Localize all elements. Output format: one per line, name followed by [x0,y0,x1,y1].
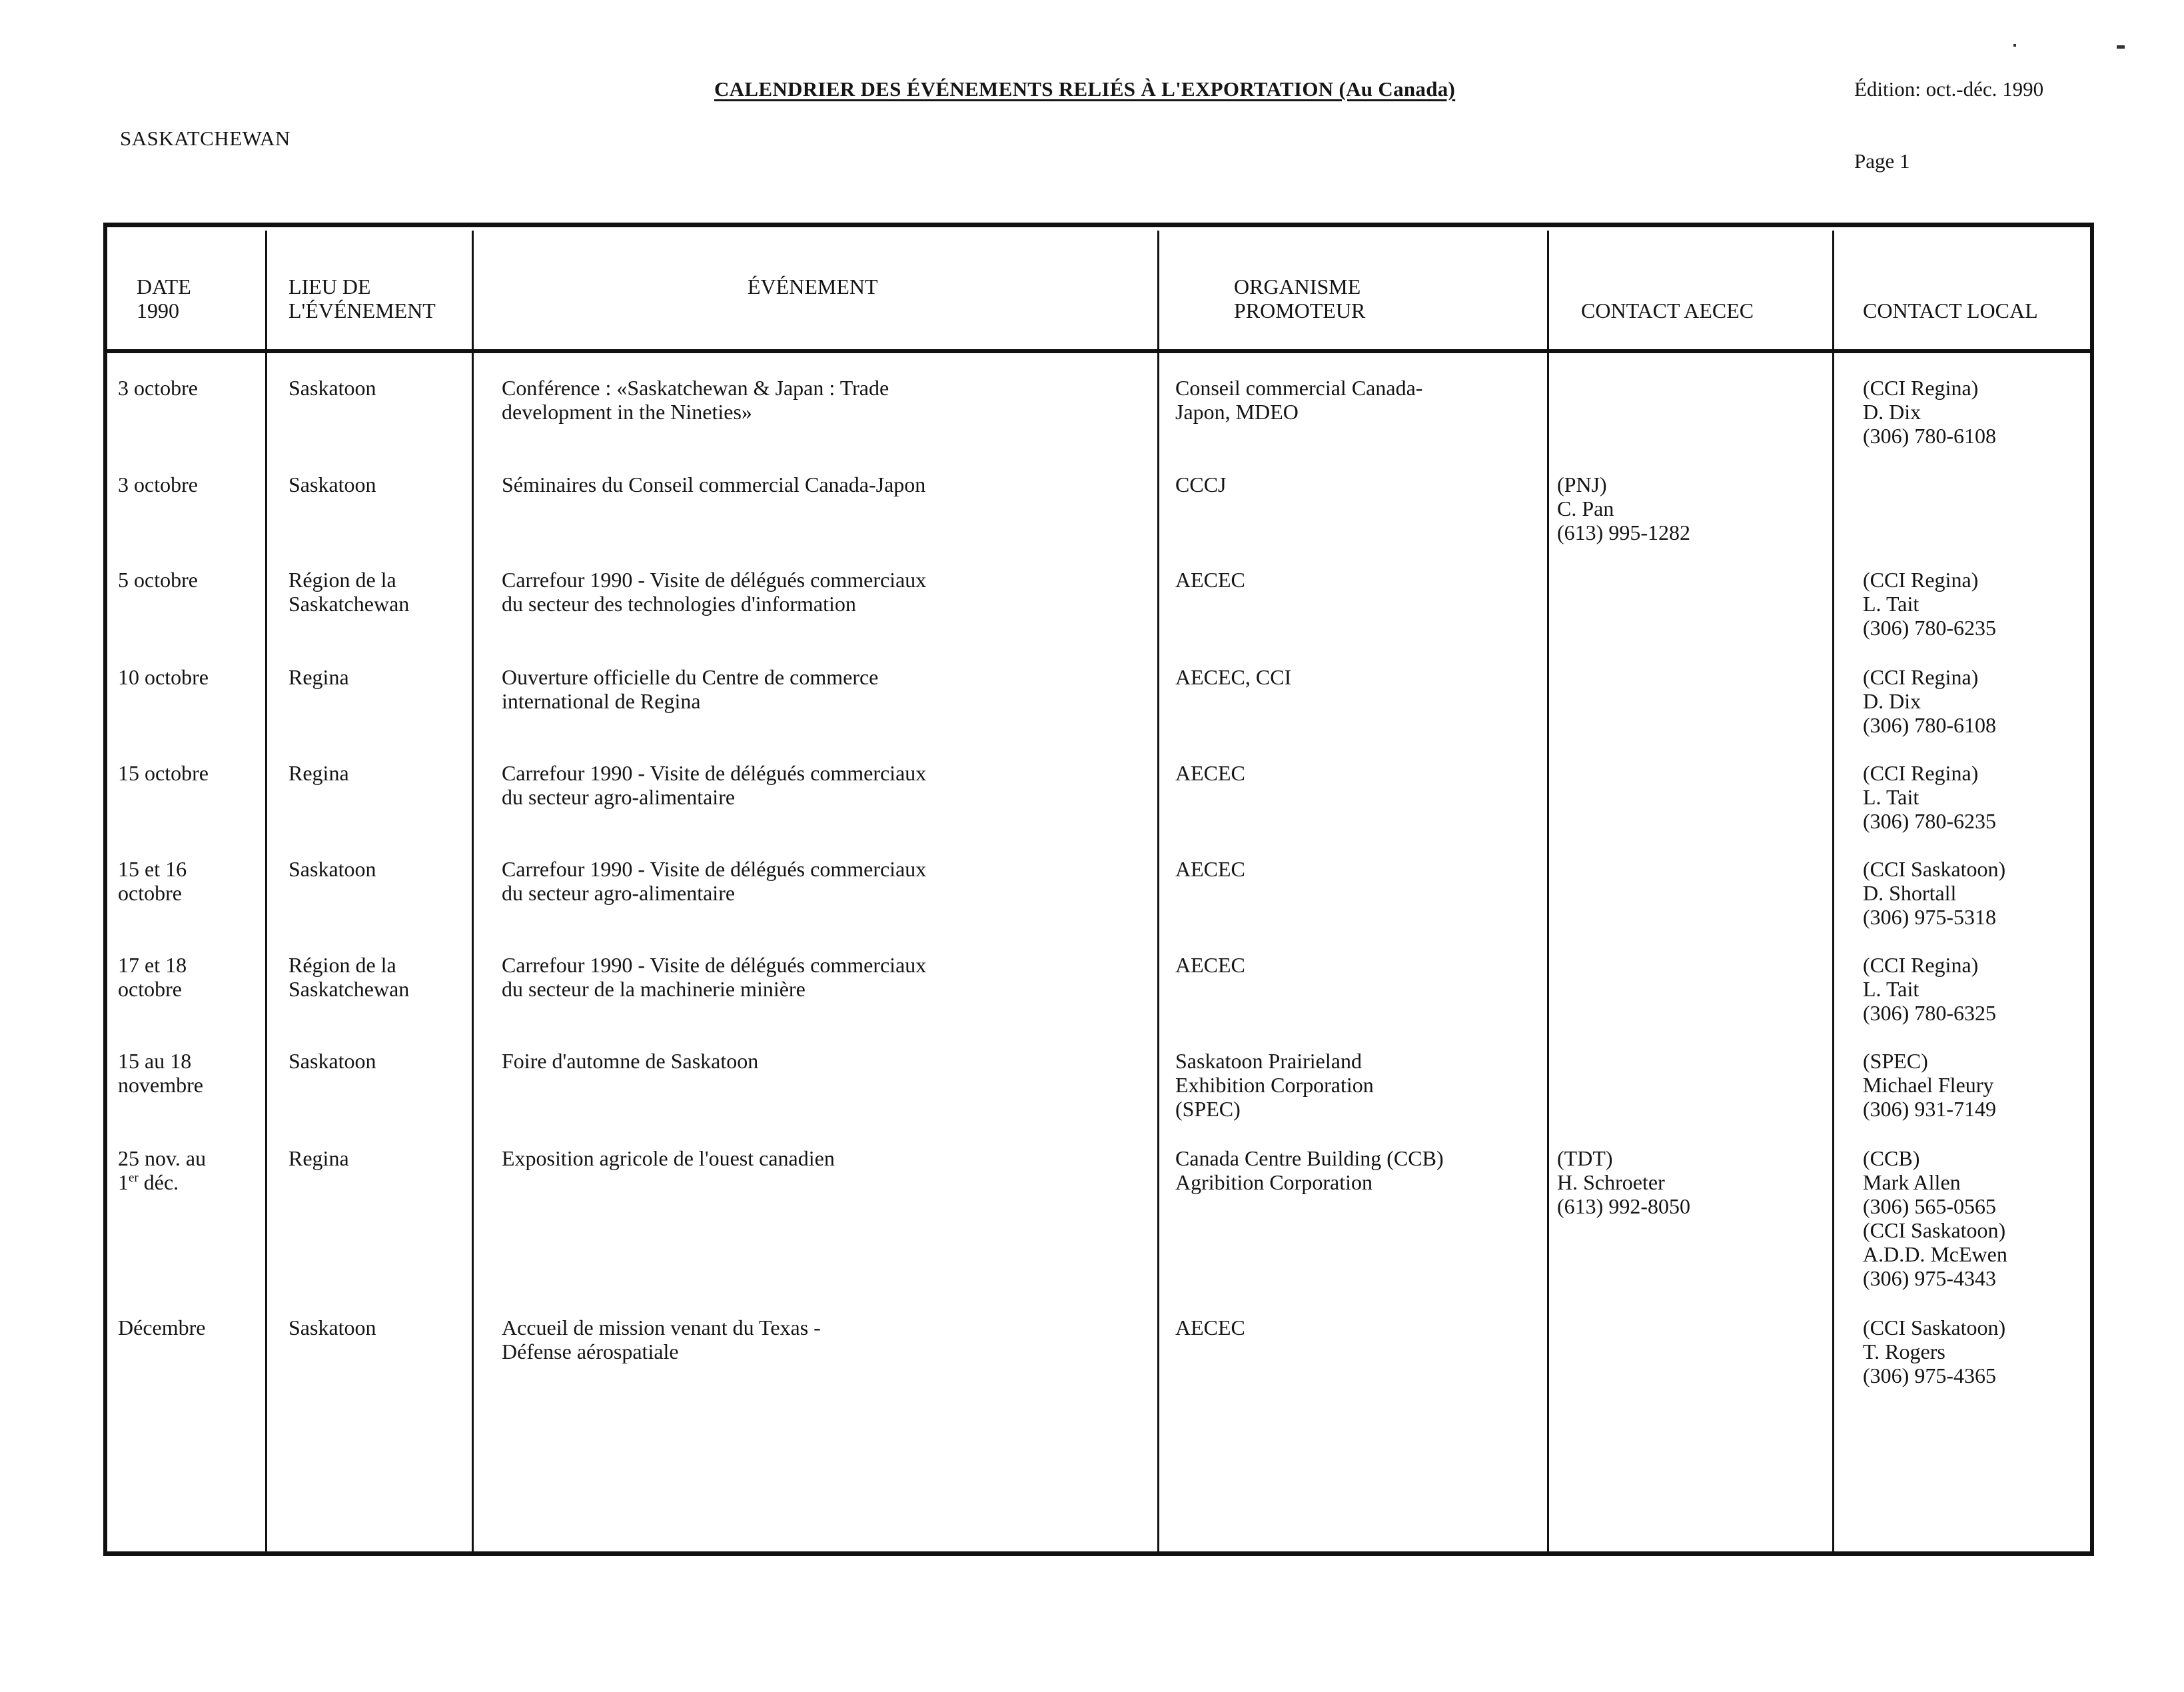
cell-organisme [1175,857,1245,881]
cell-line: (TDT) [1557,1146,1613,1170]
cell-evenement [502,857,926,905]
cell-line: (306) 565-0565 [1863,1194,1996,1218]
cell-line: (PNJ) [1557,472,1607,496]
cell-line: (CCI Saskatoon) [1863,857,2006,881]
cell-lieu [288,953,409,1001]
cell-contact-aecec [1557,472,1690,544]
cell-evenement [502,376,889,424]
cell-line: 10 octobre [118,665,209,689]
ordinal-suffix: er [129,1171,139,1185]
cell-line: Saskatoon [288,472,376,496]
cell-organisme [1175,665,1291,689]
cell-line: (306) 780-6108 [1863,424,1996,448]
cell-line: Conférence : «Saskatchewan & Japan : Trade [502,376,889,400]
document-title: CALENDRIER DES ÉVÉNEMENTS RELIÉS À L'EXPORTATION (Au Canada) [714,77,1456,101]
column-header-contact-aecec: CONTACT AECEC [1581,299,1754,323]
cell-line: Saskatoon [288,1049,376,1073]
column-header-organisme: ORGANISME PROMOTEUR [1234,275,1366,323]
cell-line: A.D.D. McEwen [1863,1242,2007,1266]
cell-date [118,953,187,1001]
cell-line: (306) 975-5318 [1863,905,1996,929]
region-label: SASKATCHEWAN [120,127,290,150]
cell-evenement [502,665,878,713]
cell-line: AECEC [1175,857,1245,881]
table-top-rule [103,223,2094,227]
cell-line: Carrefour 1990 - Visite de délégués commerciaux [502,568,927,592]
cell-line: Carrefour 1990 - Visite de délégués commerciaux [502,761,927,785]
cell-line: (613) 995-1282 [1557,520,1690,544]
cell-line: Ouverture officielle du Centre de commerce [502,665,879,689]
column-divider [472,231,474,1556]
cell-lieu [288,568,409,616]
cell-line: Saskatoon Prairieland [1175,1049,1362,1073]
cell-line: Regina [288,761,349,785]
cell-lieu [288,1315,376,1339]
column-divider [1832,231,1834,1556]
cell-line: (CCI Regina) [1863,376,1979,400]
cell-organisme [1175,761,1245,785]
cell-line: du secteur agro-alimentaire [502,881,736,905]
cell-line: Saskatoon [288,1315,376,1339]
cell-line: L. Tait [1863,592,1919,616]
cell-contact-local [1863,953,1996,1025]
cell-organisme [1175,376,1422,424]
cell-line: Région de la [288,568,396,592]
cell-line: H. Schroeter [1557,1170,1665,1194]
cell-line: (306) 780-6235 [1863,616,1996,640]
cell-line: 15 octobre [118,761,209,785]
cell-line: Carrefour 1990 - Visite de délégués commerciaux [502,857,927,881]
cell-contact-aecec [1557,1146,1690,1218]
cell-line: (CCI Regina) [1863,568,1979,592]
cell-line: (306) 780-6235 [1863,809,1996,833]
cell-line: AECEC [1175,761,1245,785]
cell-line: 15 au 18 [118,1049,192,1073]
cell-lieu [288,761,349,785]
cell-line: Saskatchewan [288,977,410,1001]
cell-line [118,1170,206,1194]
cell-lieu [288,1146,349,1170]
cell-evenement [502,1146,835,1170]
cell-line: (CCB) [1863,1146,1920,1170]
cell-line: Exhibition Corporation [1175,1073,1374,1097]
cell-line: D. Shortall [1863,881,1957,905]
cell-line: 17 et 18 [118,953,187,977]
cell-line: D. Dix [1863,400,1921,424]
cell-line: Canada Centre Building (CCB) [1175,1146,1444,1170]
cell-line: T. Rogers [1863,1339,1945,1363]
cell-lieu [288,472,376,496]
column-header-lieu: LIEU DE L'ÉVÉNEMENT [288,275,436,323]
cell-line: 15 et 16 [118,857,187,881]
cell-evenement [502,953,926,1001]
cell-line: octobre [118,977,182,1001]
cell-line: Région de la [288,953,396,977]
cell-organisme [1175,472,1226,496]
cell-lieu [288,665,349,689]
cell-date [118,665,209,689]
cell-date [118,472,198,496]
cell-line: octobre [118,881,182,905]
cell-line: (CCI Regina) [1863,665,1979,689]
cell-evenement [502,1049,758,1073]
cell-contact-local [1863,1146,2007,1290]
cell-line: Décembre [118,1315,206,1339]
cell-line: (CCI Regina) [1863,953,1979,977]
scan-speck [2013,44,2016,47]
scan-speck [2117,45,2125,49]
events-table [103,223,2094,1555]
cell-line: (CCI Regina) [1863,761,1979,785]
cell-line: Michael Fleury [1863,1073,1994,1097]
cell-line: 5 octobre [118,568,198,592]
cell-contact-local [1863,665,1996,737]
column-divider [1547,231,1549,1556]
column-header-evenement: ÉVÉNEMENT [748,275,878,299]
column-header-date: DATE 1990 [137,275,191,323]
cell-date [118,761,209,785]
cell-line: (306) 780-6108 [1863,713,1996,737]
cell-contact-local [1863,857,2005,929]
cell-line: (306) 975-4365 [1863,1363,1996,1387]
cell-line: development in the Nineties» [502,400,752,424]
cell-evenement [502,1315,821,1363]
cell-evenement [502,472,925,496]
header-bottom-rule [103,349,2094,353]
cell-date [118,376,198,400]
cell-line: Défense aérospatiale [502,1339,679,1363]
cell-line: C. Pan [1557,496,1614,520]
cell-lieu [288,376,376,400]
cell-organisme [1175,1049,1374,1121]
cell-line: Regina [288,1146,349,1170]
column-divider [1157,231,1159,1556]
cell-line: AECEC [1175,568,1245,592]
cell-line: (CCI Saskatoon) [1863,1218,2006,1242]
cell-line: CCCJ [1175,472,1227,496]
cell-contact-local [1863,761,1996,833]
date-day: 1 [118,1170,129,1194]
cell-contact-local [1863,1049,1996,1121]
cell-line: Regina [288,665,349,689]
cell-line: L. Tait [1863,785,1919,809]
table-bottom-rule [103,1551,2094,1556]
cell-evenement [502,568,926,616]
cell-organisme [1175,1146,1444,1194]
cell-line: AECEC, CCI [1175,665,1292,689]
cell-line: novembre [118,1073,203,1097]
cell-line: Agribition Corporation [1175,1170,1372,1194]
cell-line: Foire d'automne de Saskatoon [502,1049,759,1073]
cell-line: Carrefour 1990 - Visite de délégués commerciaux [502,953,927,977]
cell-line: L. Tait [1863,977,1919,1001]
cell-date [118,1049,203,1097]
column-divider [265,231,267,1556]
cell-line: Saskatoon [288,376,376,400]
cell-date [118,568,198,592]
cell-date [118,1315,205,1339]
cell-line: AECEC [1175,953,1245,977]
cell-line: du secteur de la machinerie minière [502,977,806,1001]
cell-line: Accueil de mission venant du Texas - [502,1315,821,1339]
cell-contact-local [1863,568,1996,640]
cell-organisme [1175,1315,1245,1339]
cell-contact-local [1863,1315,2005,1387]
cell-line: 25 nov. au [118,1146,207,1170]
cell-line: international de Regina [502,689,701,713]
cell-evenement [502,761,926,809]
cell-line: (SPEC) [1863,1049,1928,1073]
page-number: Page 1 [1854,149,1910,173]
cell-line: Japon, MDEO [1175,400,1299,424]
cell-organisme [1175,568,1245,592]
cell-line: 3 octobre [118,472,198,496]
cell-line: Saskatoon [288,857,376,881]
cell-line: (306) 931-7149 [1863,1097,1996,1121]
cell-line: (306) 975-4343 [1863,1266,1996,1290]
cell-organisme [1175,953,1245,977]
cell-line: du secteur agro-alimentaire [502,785,736,809]
cell-line: (SPEC) [1175,1097,1241,1121]
cell-line: (306) 780-6325 [1863,1001,1996,1025]
cell-contact-local [1863,376,1996,448]
cell-line: Conseil commercial Canada- [1175,376,1423,400]
column-divider [2090,223,2094,1556]
cell-line: 3 octobre [118,376,198,400]
cell-line: du secteur des technologies d'information [502,592,856,616]
cell-line: AECEC [1175,1315,1245,1339]
cell-lieu [288,1049,376,1073]
cell-line: Mark Allen [1863,1170,1961,1194]
column-header-contact-local: CONTACT LOCAL [1863,299,2038,323]
cell-lieu [288,857,376,881]
cell-line: Saskatchewan [288,592,410,616]
cell-date [118,857,187,905]
cell-line: D. Dix [1863,689,1921,713]
cell-line: Séminaires du Conseil commercial Canada-Japon [502,472,926,496]
column-divider [103,223,107,1556]
cell-line: (613) 992-8050 [1557,1194,1690,1218]
cell-date [118,1146,206,1194]
cell-line: Exposition agricole de l'ouest canadien [502,1146,835,1170]
date-month: déc. [138,1170,179,1194]
cell-line: (CCI Saskatoon) [1863,1315,2006,1339]
edition-label: Édition: oct.-déc. 1990 [1854,77,2044,101]
